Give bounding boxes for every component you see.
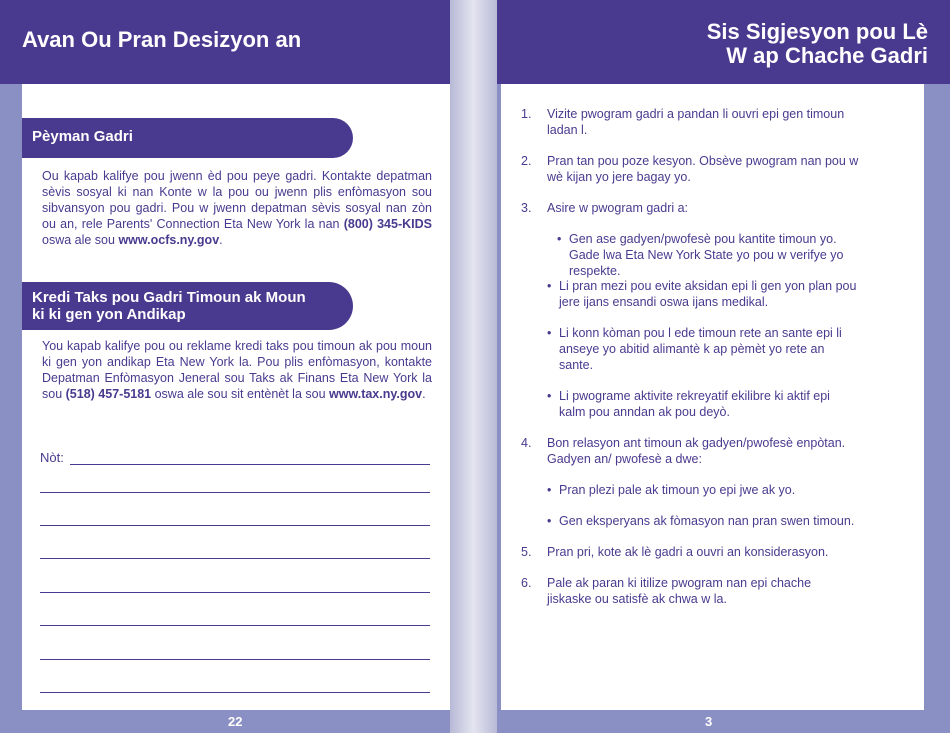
item-text: Vizite pwogram gadri a pandan li ouvri epi gen timoun ladan l.	[547, 107, 845, 137]
item-text: Pran pri, kote ak lè gadri a ouvri an konsiderasyon.	[547, 545, 829, 559]
right-title-line1: Sis Sigjesyon pou Lè	[706, 19, 928, 44]
section-heading-tax-credit	[22, 282, 353, 330]
section2-heading-line1: Kredi Taks pou Gadri Timoun ak Moun	[32, 289, 306, 306]
left-page-number: 22	[228, 714, 243, 729]
bullet: •	[557, 232, 562, 246]
notes-line[interactable]	[70, 464, 430, 465]
right-title-line2: W ap Chache Gadri	[726, 43, 928, 68]
bullet: •	[547, 514, 552, 528]
section2-text-a: You kapab kalifye pou ou reklame kredi taks pou timoun ak pou moun ki gen yon andikap Eta New York la. Pou plis enfòmasyon, kontakte Depatman Enfòmasyon Jeneral sou Taks ak Finans Eta New York la sou	[42, 339, 432, 401]
bullet: •	[547, 326, 552, 340]
notes-line[interactable]	[40, 659, 430, 660]
section1-text-b: oswa ale sou	[42, 233, 119, 247]
item-number: 5.	[521, 545, 532, 559]
section1-paragraph	[42, 168, 432, 248]
gutter-shade	[450, 0, 497, 733]
section1-heading: Pèyman Gadri	[32, 128, 133, 145]
notes-line[interactable]	[40, 592, 430, 593]
item-text: Pale ak paran ki itilize pwogram nan epi chache jiskaske ou satisfè ak chwa w la.	[547, 576, 812, 606]
bullet: •	[547, 389, 552, 403]
section1-text-c: .	[219, 233, 223, 247]
item-text: Gen ase gadyen/pwofesè pou kantite timoun yo. Gade lwa Eta New York State yo pou w verifye yo respekte.	[569, 232, 844, 278]
bullet: •	[547, 483, 552, 497]
left-page-title: Avan Ou Pran Desizyon an	[22, 27, 302, 52]
item-text: Pran plezi pale ak timoun yo epi jwe ak yo.	[559, 483, 796, 497]
left-header	[0, 0, 450, 84]
right-page-title	[508, 20, 928, 68]
section2-heading-line2: ki ki gen yon Andikap	[32, 306, 186, 323]
item-text: Li pwograme aktivite rekreyatif ekilibre ki aktif epi kalm pou anndan ak pou deyò.	[559, 389, 830, 419]
section2-phone: (518) 457-5181	[65, 387, 152, 401]
bullet: •	[547, 279, 552, 293]
notes-line[interactable]	[40, 625, 430, 626]
notes-line[interactable]	[40, 492, 430, 493]
item-number: 4.	[521, 436, 532, 450]
section2-text-c: .	[422, 387, 426, 401]
section1-text-a: Ou kapab kalifye pou jwenn èd pou peye gadri. Kontakte depatman sèvis sosyal ki nan Konte w la pou ou jwenn plis enfòmasyon sou sibvansyon pou gadri. Pou w jwenn depatman sèvis sosyal nan zòn ou an, rele Parents' Connection Eta New York la nan	[42, 169, 432, 231]
notes-line[interactable]	[40, 525, 430, 526]
item-text: Gen eksperyans ak fòmasyon nan pran swen timoun.	[559, 514, 855, 528]
center-gutter	[450, 0, 497, 733]
notes-line[interactable]	[40, 558, 430, 559]
item-number: 2.	[521, 154, 532, 168]
item-text: Asire w pwogram gadri a:	[547, 201, 689, 215]
left-content-panel	[22, 84, 450, 710]
right-header	[497, 0, 950, 84]
item-text: Li konn kòman pou l ede timoun rete an sante epi li anseye yo abitid alimantè k ap pèmèt yo rete an sante.	[559, 326, 842, 372]
section2-url-link[interactable]: www.tax.ny.gov	[329, 387, 423, 401]
item-number: 3.	[521, 201, 532, 215]
item-text: Bon relasyon ant timoun ak gadyen/pwofesè enpòtan. Gadyen an/ pwofesè a dwe:	[547, 436, 846, 466]
right-page-number: 3	[705, 714, 713, 729]
right-content-panel	[501, 84, 924, 710]
item-text: Li pran mezi pou evite aksidan epi li gen yon plan pou jere ijans ensandi oswa ijans medikal.	[559, 279, 857, 309]
right-page	[497, 0, 950, 733]
section2-text-b: oswa ale sou sit entènèt la sou	[151, 387, 330, 401]
section-heading-child-care-payment	[22, 118, 353, 158]
notes-label: Nòt:	[40, 450, 64, 465]
notes-line[interactable]	[40, 692, 430, 693]
item-number: 1.	[521, 107, 532, 121]
item-text: Pran tan pou poze kesyon. Obsève pwogram nan pou w wè kijan yo jere bagay yo.	[547, 154, 859, 184]
section2-paragraph	[42, 338, 432, 402]
section1-url-link[interactable]: www.ocfs.ny.gov	[118, 233, 220, 247]
section1-phone: (800) 345-KIDS	[343, 217, 432, 231]
left-page	[0, 0, 450, 733]
item-number: 6.	[521, 576, 532, 590]
